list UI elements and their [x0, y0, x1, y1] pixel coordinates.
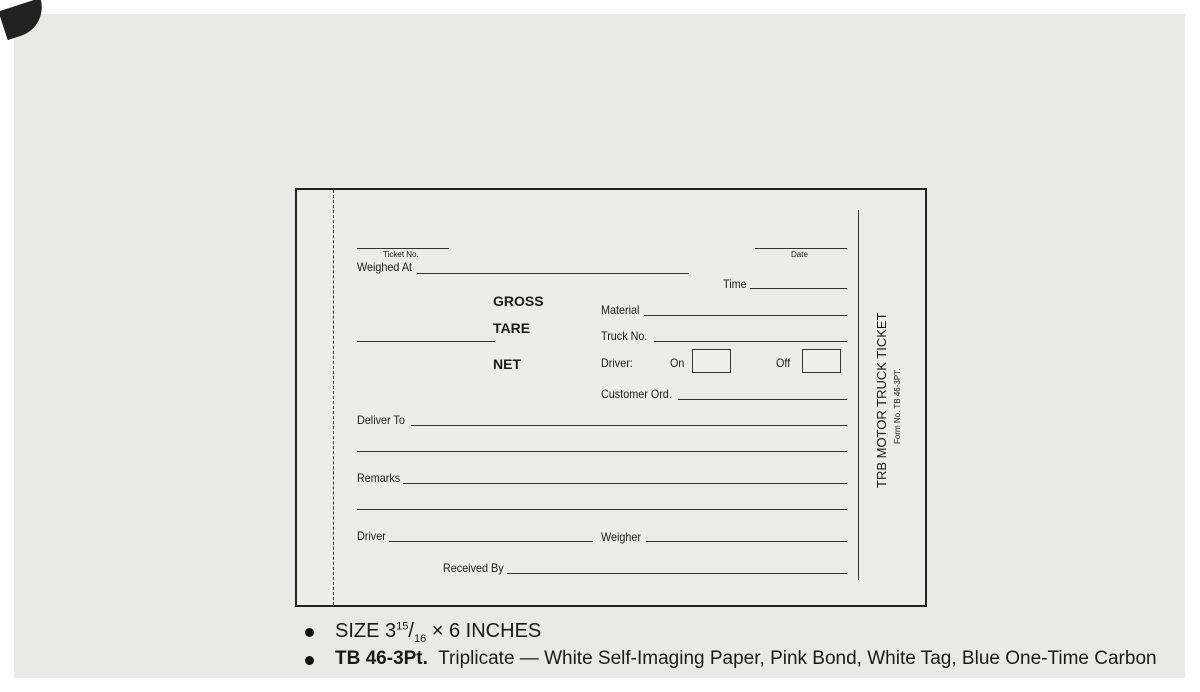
remarks-line: [403, 483, 847, 484]
on-label: On: [670, 356, 685, 370]
ticket-no-line: [357, 248, 449, 249]
truck-no-line: [654, 341, 847, 342]
off-label: Off: [776, 356, 791, 370]
driver-sign-line: [389, 541, 593, 542]
ticket-no-label: Ticket No.: [383, 250, 419, 259]
truck-no-label: Truck No.: [601, 329, 648, 343]
driver-sign-label: Driver: [357, 529, 386, 543]
deliver-to-line-2: [357, 451, 847, 452]
on-box: [692, 349, 731, 373]
weigher-label: Weigher: [601, 530, 642, 544]
received-by-label: Received By: [443, 561, 504, 575]
perforation-line: [333, 190, 334, 605]
customer-ord-label: Customer Ord.: [601, 387, 672, 401]
weigher-line: [646, 541, 847, 542]
bullet-icon: [305, 628, 314, 637]
side-title: TRB MOTOR TRUCK TICKET: [874, 312, 889, 488]
bullet-icon: [305, 656, 314, 665]
spec-model: TB 46-3Pt. Triplicate — White Self-Imaging Paper, Pink Bond, White Tag, Blue One-Time Carbon: [335, 648, 1157, 669]
tare-line: [357, 341, 495, 342]
material-line: [644, 315, 847, 316]
received-by-line: [507, 573, 847, 574]
net-label: NET: [493, 356, 521, 372]
material-label: Material: [601, 303, 640, 317]
tare-label: TARE: [493, 320, 531, 336]
weighed-at-label: Weighed At: [357, 260, 413, 274]
customer-ord-line: [678, 399, 847, 400]
spec-size: SIZE $3^{15}/_{16} \times 6$ INCHES: [335, 620, 542, 645]
gross-label: GROSS: [493, 293, 544, 309]
remarks-label: Remarks: [357, 471, 401, 485]
time-line: [750, 288, 847, 289]
date-label: Date: [791, 250, 808, 259]
date-line: [755, 248, 847, 249]
time-label: Time: [723, 277, 747, 291]
side-divider-line: [858, 210, 859, 580]
driver-label: Driver:: [601, 356, 633, 370]
weighed-at-line: [417, 273, 689, 274]
deliver-to-label: Deliver To: [357, 413, 405, 427]
remarks-line-2: [357, 509, 847, 510]
truck-ticket-form: [295, 188, 927, 607]
deliver-to-line: [411, 425, 847, 426]
off-box: [802, 349, 841, 373]
form-number: Form No. TB 46-3PT.: [893, 368, 902, 444]
page-corner-mark: [0, 0, 50, 40]
